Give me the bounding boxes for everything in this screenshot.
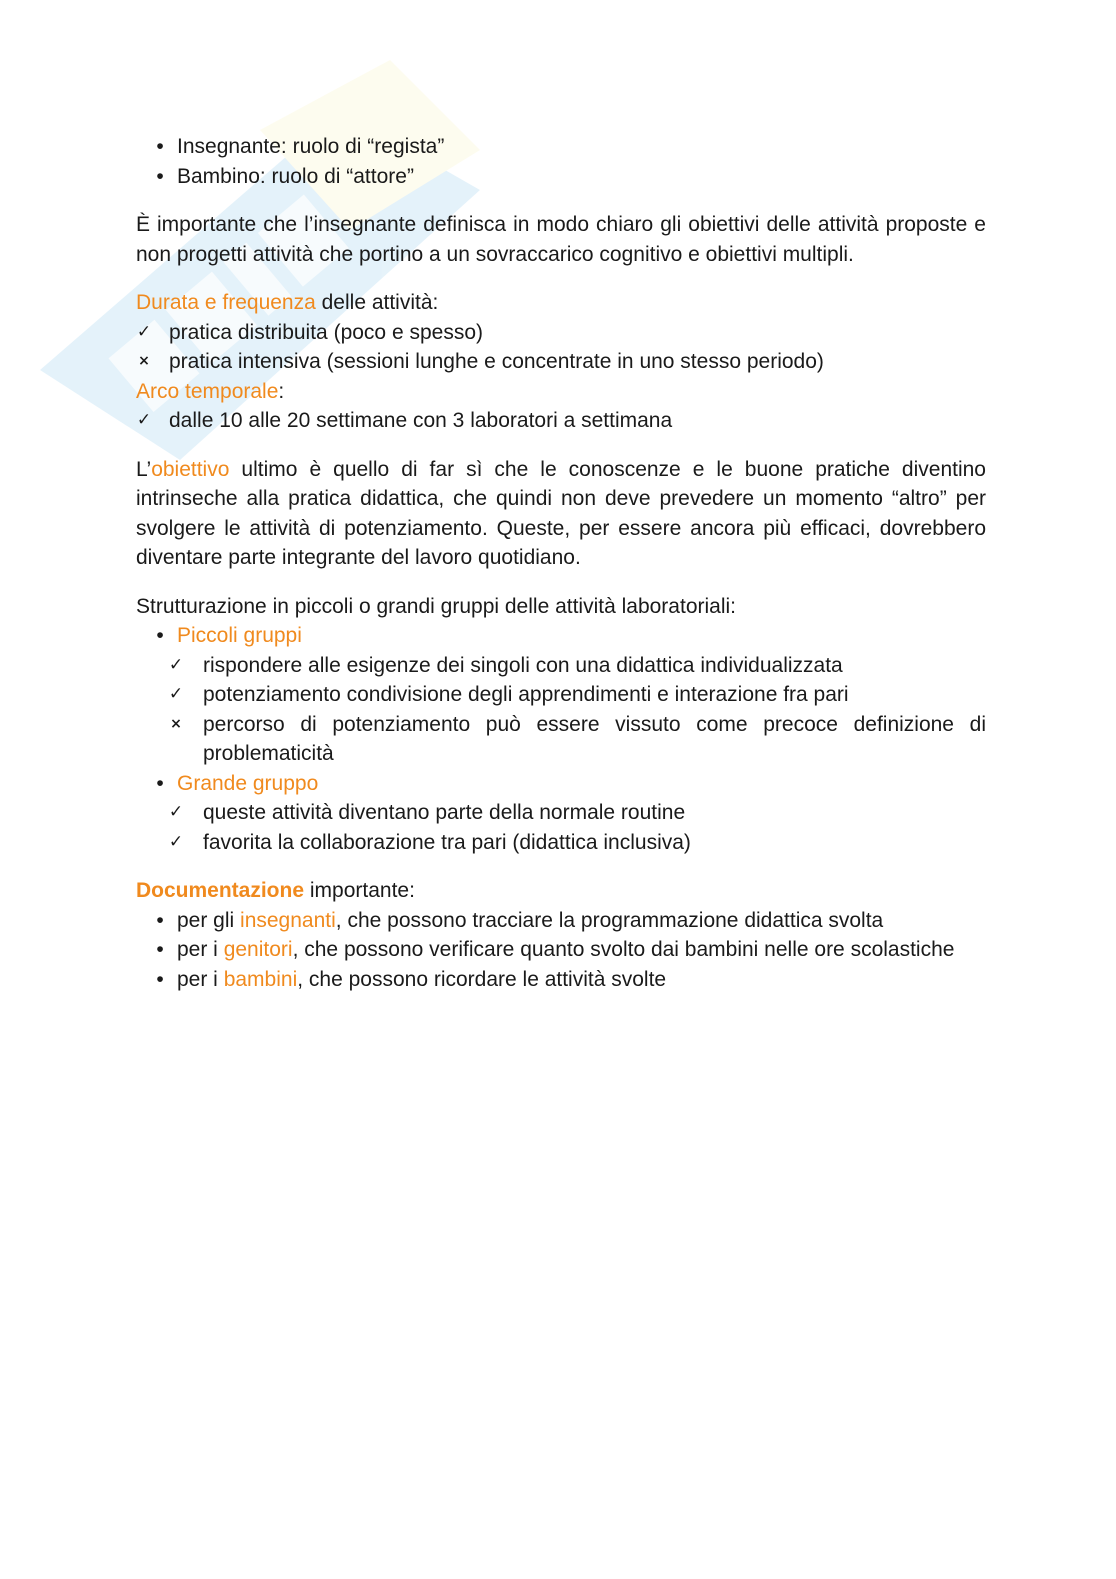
documentation-heading: Documentazione importante: [136, 879, 415, 902]
check-mark-icon: ✓ [168, 684, 184, 704]
cross-mark-icon: × [138, 353, 150, 369]
large-group-label: Grande gruppo [177, 771, 319, 795]
check-mark-icon: ✓ [136, 321, 152, 342]
objective-paragraph: L’obiettivo ultimo è quello di far sì che le conoscenze e le buone pratiche diventino intrinseche alla pratica didattica, che quindi non deve prevedere un momento “altro” per svolgere le attività di potenziamento. Queste, per essere ancora più efficaci, dovrebbero diventare parte integrante del lavoro quotidiano. [136, 457, 986, 569]
duration-heading: Durata e frequenza delle attività: [136, 291, 439, 314]
list-item: ✓ queste attività diventano parte della normale routine [168, 798, 986, 828]
bullet-dot-icon: • [156, 938, 164, 961]
groups-list [136, 621, 986, 651]
list-item: ✓ potenziamento condivisione degli apprendimenti e interazione fra pari [168, 680, 986, 710]
bullet-dot-icon: • [156, 908, 164, 932]
timeframe-heading: Arco temporale: [136, 379, 285, 403]
duration-list [136, 318, 986, 377]
list-item: ✓ dalle 10 alle 20 settimane con 3 laboratori a settimana [136, 406, 986, 436]
list-item: ✓ rispondere alle esigenze dei singoli con una didattica individualizzata [168, 651, 986, 681]
bullet-dot-icon: • [156, 164, 164, 188]
list-item: ✓ pratica distribuita (poco e spesso) [136, 318, 986, 348]
cross-mark-icon: × [170, 715, 182, 732]
page-content [136, 132, 986, 994]
list-item: • per i bambini, che possono ricordare le attività svolte [136, 965, 986, 995]
large-group-list [136, 798, 986, 857]
bullet-dot-icon: • [156, 771, 164, 795]
roles-list [136, 132, 986, 191]
list-item: × pratica intensiva (sessioni lunghe e concentrate in uno stesso periodo) [136, 347, 986, 377]
list-item: × percorso di potenziamento può essere vissuto come precoce definizione di problematicità [168, 710, 986, 769]
bullet-dot-icon: • [156, 135, 164, 158]
documentation-list [136, 906, 986, 995]
list-item [136, 621, 986, 651]
groups-intro: Strutturazione in piccoli o grandi gruppi delle attività laboratoriali: [136, 594, 736, 618]
intro-paragraph: È importante che l’insegnante definisca in modo chiaro gli obiettivi delle attività proposte e non progetti attività che portino a un sovraccarico cognitivo e obiettivi multipli. [136, 213, 986, 266]
list-item: • Insegnante: ruolo di “regista” [136, 132, 986, 162]
groups-list-large [136, 769, 986, 799]
check-mark-icon: ✓ [136, 410, 152, 430]
small-groups-label: Piccoli gruppi [177, 624, 302, 647]
list-item: • per gli insegnanti, che possono tracciare la programmazione didattica svolta [136, 906, 986, 936]
list-item: ✓ favorita la collaborazione tra pari (didattica inclusiva) [168, 828, 986, 858]
timeframe-list [136, 406, 986, 436]
bullet-dot-icon: • [156, 967, 164, 991]
small-groups-list [136, 651, 986, 769]
list-item: • Bambino: ruolo di “attore” [136, 162, 986, 192]
bullet-dot-icon: • [156, 624, 164, 647]
list-item [136, 769, 986, 799]
check-mark-icon: ✓ [168, 831, 184, 852]
check-mark-icon: ✓ [168, 802, 184, 822]
check-mark-icon: ✓ [168, 654, 184, 675]
list-item: • per i genitori, che possono verificare quanto svolto dai bambini nelle ore scolastiche [136, 935, 986, 965]
